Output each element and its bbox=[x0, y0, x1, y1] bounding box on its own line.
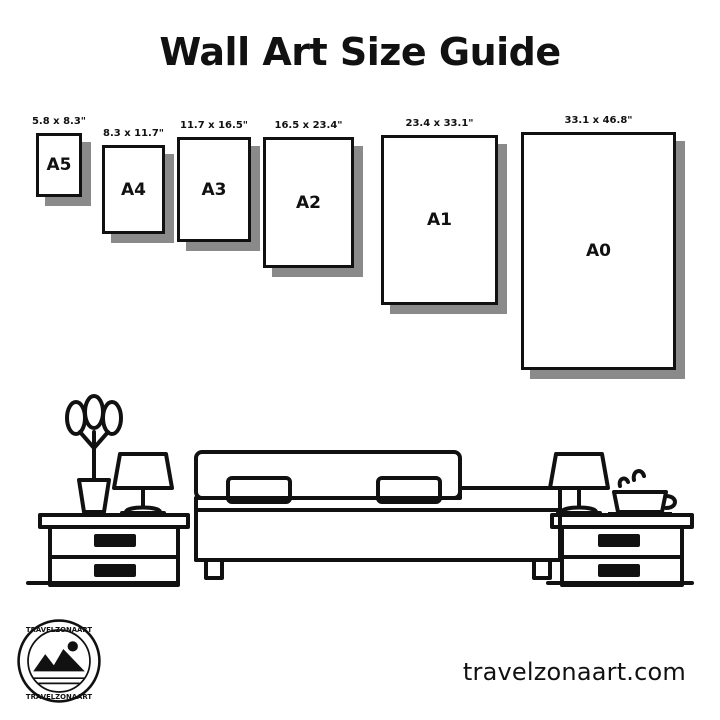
website-url: travelzonaart.com bbox=[462, 658, 686, 686]
frame-size-name: A4 bbox=[121, 179, 146, 200]
frame-size-name: A3 bbox=[201, 179, 227, 200]
frame-item-a1 bbox=[381, 118, 498, 305]
frame-dimension-label: 8.3 x 11.7" bbox=[102, 128, 165, 139]
logo-text-bottom: TRAVELZONAART bbox=[25, 692, 93, 701]
frame-size-name: A1 bbox=[427, 210, 452, 230]
frame-rect bbox=[521, 132, 676, 370]
page-title: Wall Art Size Guide bbox=[159, 30, 561, 74]
frame-item-a2 bbox=[263, 120, 354, 268]
frame-dimension-label: 11.7 x 16.5" bbox=[180, 120, 248, 131]
frame-dimension-label: 23.4 x 33.1" bbox=[405, 118, 474, 129]
frame-item-a5 bbox=[31, 116, 87, 197]
bedroom-illustration bbox=[0, 370, 720, 620]
frame-rect bbox=[381, 135, 498, 305]
frame-rect bbox=[36, 133, 82, 197]
frame-item-a0 bbox=[521, 115, 676, 370]
logo-text-top: TRAVELZONAART bbox=[25, 625, 93, 634]
frame-rect bbox=[263, 137, 354, 268]
frame-dimension-label: 5.8 x 8.3" bbox=[31, 116, 87, 127]
travelzonaart-logo-icon bbox=[16, 618, 102, 704]
frame-dimension-label: 33.1 x 46.8" bbox=[564, 115, 633, 126]
frame-item-a4 bbox=[102, 128, 165, 234]
frame-dimension-label: 16.5 x 23.4" bbox=[274, 120, 343, 131]
frame-size-name: A5 bbox=[46, 155, 72, 175]
frame-size-name: A2 bbox=[296, 192, 321, 213]
frame-item-a3 bbox=[177, 120, 251, 242]
frame-rect bbox=[102, 145, 165, 234]
frame-size-name: A0 bbox=[586, 241, 611, 261]
frame-rect bbox=[177, 137, 251, 242]
